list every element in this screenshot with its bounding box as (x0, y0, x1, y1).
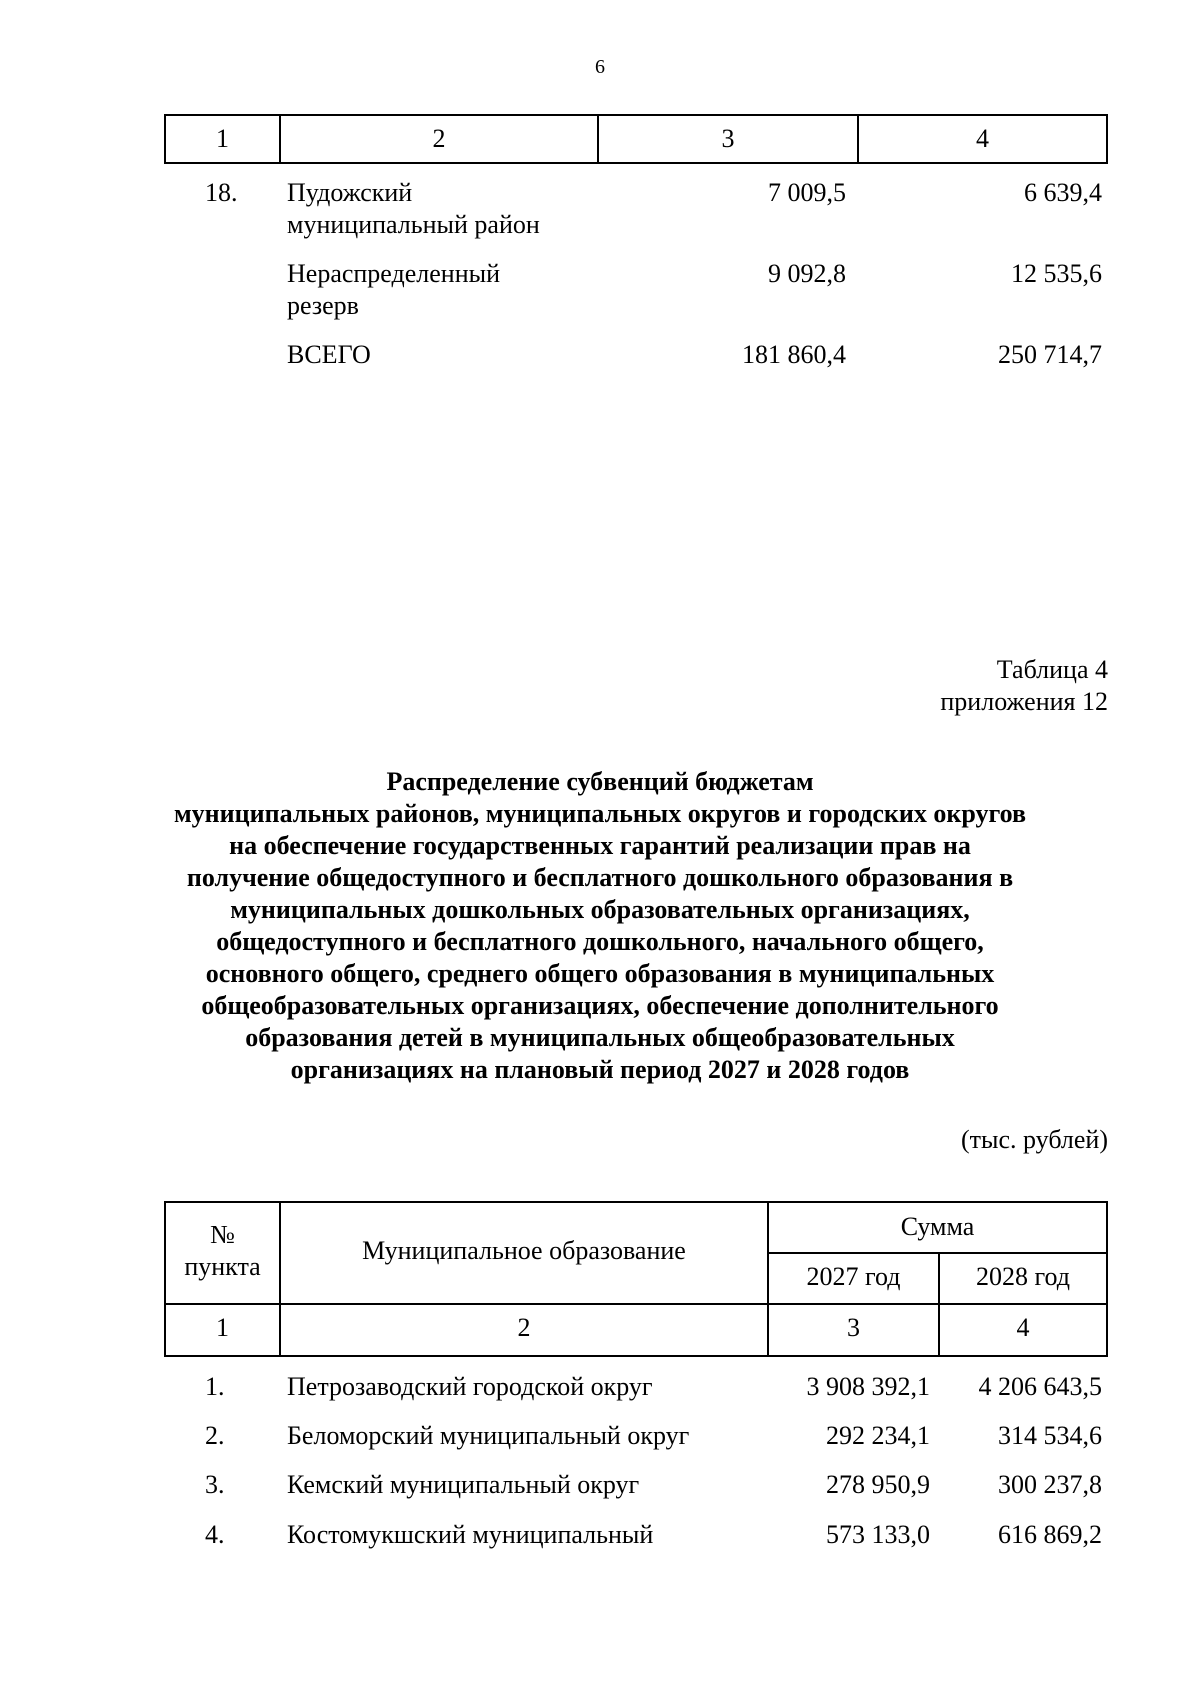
header-divider (769, 1252, 1106, 1254)
title-line: получение общедоступного и бесплатного дошкольного образования в (186, 863, 1014, 892)
table-header (164, 1201, 1108, 1357)
row-value-2027: 9 092,8 (768, 259, 846, 288)
table-row-value-2027: 3 908 392,1 (806, 1372, 930, 1401)
row-name (287, 177, 607, 241)
table-row-value-2027: 573 133,0 (826, 1520, 930, 1549)
table-row-value-2028: 300 237,8 (998, 1470, 1102, 1499)
row-name (287, 258, 607, 322)
table-header-continuation (164, 114, 1108, 164)
row-name-line: Пудожский (287, 178, 413, 207)
table-row-number: 3. (205, 1470, 225, 1499)
row-name-line: Нераспределенный (287, 259, 501, 288)
header-municipality: Муниципальное образование (362, 1236, 686, 1265)
table-caption-line1: Таблица 4 (996, 655, 1108, 684)
table-row-number: 4. (205, 1520, 225, 1549)
header-divider (166, 1303, 1106, 1305)
title-line: на обеспечение государственных гарантий реализации прав на (229, 831, 971, 860)
row-name-line: резерв (287, 291, 359, 320)
table-row-number: 2. (205, 1421, 225, 1450)
header-year-2028: 2028 год (976, 1262, 1070, 1291)
title-line: Распределение субвенций бюджетам (386, 767, 814, 796)
table-caption (940, 654, 1108, 718)
table-row-value-2028: 4 206 643,5 (978, 1372, 1102, 1401)
title-line: общеобразовательных организациях, обеспечение дополнительного (201, 991, 999, 1020)
title-line: муниципальных районов, муниципальных округов и городских округов (173, 799, 1027, 828)
row-value-2028: 250 714,7 (998, 340, 1102, 369)
page-number: 6 (595, 56, 605, 78)
row-name-total: ВСЕГО (287, 340, 371, 369)
header-col-number-3: 3 (847, 1313, 860, 1342)
row-value-2028: 6 639,4 (1024, 178, 1102, 207)
row-name-line: муниципальный район (287, 210, 540, 239)
table-row-name: Кемский муниципальный округ (287, 1470, 640, 1499)
table-caption-line2: приложения 12 (940, 687, 1108, 716)
header-num-label (166, 1219, 279, 1283)
table-row-value-2027: 292 234,1 (826, 1421, 930, 1450)
document-title (100, 766, 1100, 1086)
table-row-value-2028: 616 869,2 (998, 1520, 1102, 1549)
row-value-2028: 12 535,6 (1011, 259, 1102, 288)
title-line: муниципальных дошкольных образовательных организациях, (230, 895, 970, 924)
table-row-value-2028: 314 534,6 (998, 1421, 1102, 1450)
title-line: образования детей в муниципальных общеобразовательных (245, 1023, 955, 1052)
table-row-name: Беломорский муниципальный округ (287, 1421, 690, 1450)
header-sum: Сумма (900, 1212, 975, 1241)
header-col-number-4: 4 (1016, 1313, 1030, 1342)
header-cell-1: 1 (166, 116, 281, 162)
table-row-name: Костомукшский муниципальный (287, 1520, 654, 1549)
header-col-number-1: 1 (216, 1313, 229, 1342)
table-row-name: Петрозаводский городской округ (287, 1372, 653, 1401)
title-line: общедоступного и бесплатного дошкольного, начального общего, (216, 927, 984, 956)
units-note: (тыс. рублей) (960, 1125, 1108, 1154)
header-cell-2: 2 (281, 116, 599, 162)
row-number: 18. (205, 178, 238, 207)
table-row-number: 1. (205, 1372, 225, 1401)
header-cell-4: 4 (976, 124, 989, 153)
row-value-2027: 181 860,4 (742, 340, 846, 369)
header-cell-3: 3 (599, 116, 859, 162)
table-row-value-2027: 278 950,9 (826, 1470, 930, 1499)
title-line: основного общего, среднего общего образования в муниципальных (205, 959, 995, 988)
header-num-symbol: № (210, 1220, 235, 1249)
row-value-2027: 7 009,5 (768, 178, 846, 207)
header-col-number-2: 2 (517, 1313, 531, 1342)
title-line: организациях на плановый период 2027 и 2028 годов (290, 1055, 910, 1084)
header-year-2027: 2027 год (806, 1262, 901, 1291)
header-num-word: пункта (184, 1252, 261, 1281)
